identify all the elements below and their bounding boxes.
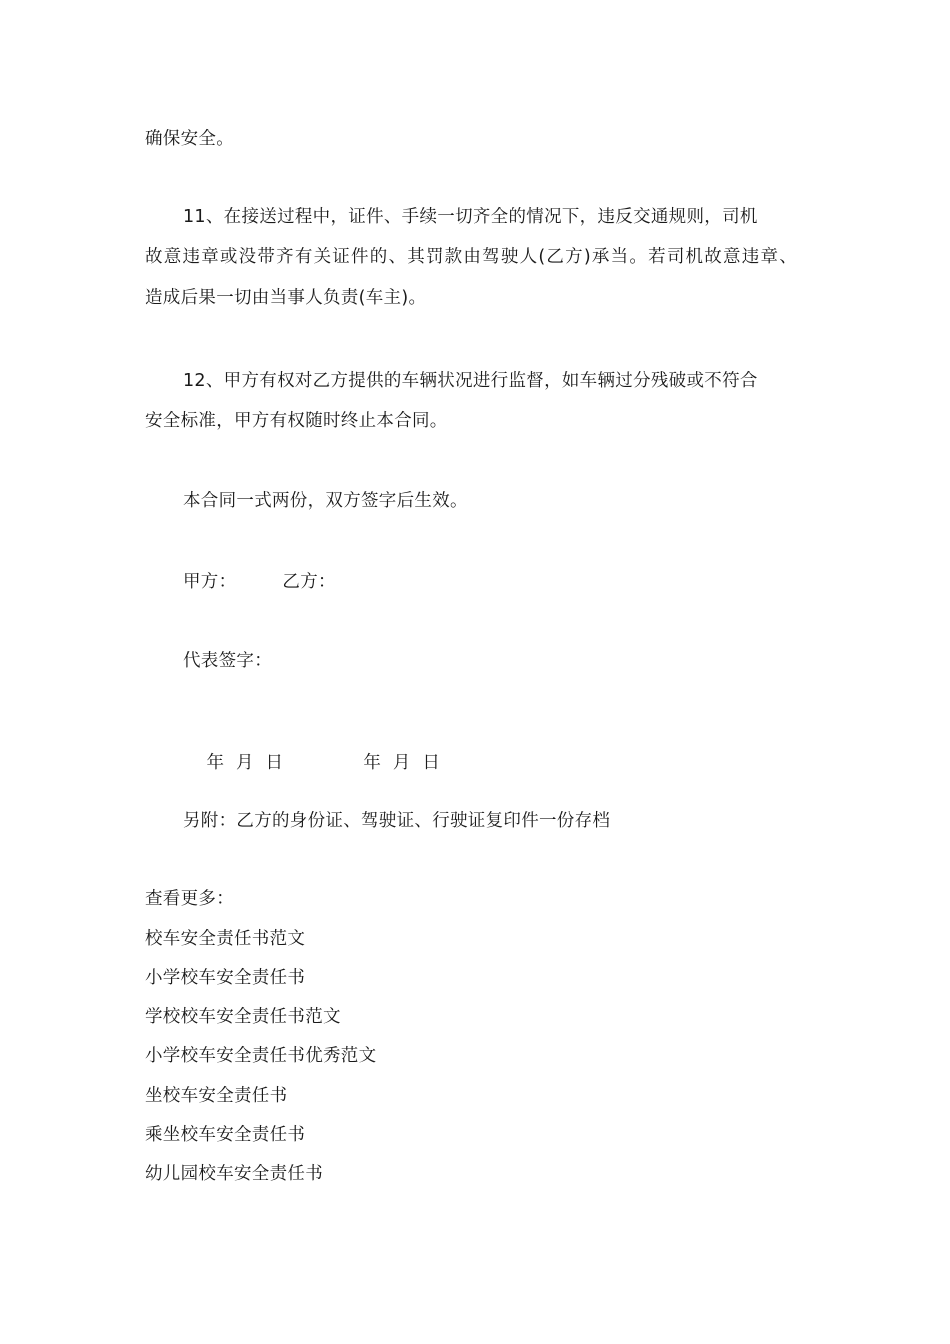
attachment-note: 另附：乙方的身份证、驾驶证、行驶证复印件一份存档 [183,811,611,831]
more-link-7[interactable]: 幼儿园校车安全责任书 [145,1164,323,1184]
more-link-6[interactable]: 乘坐校车安全责任书 [145,1125,306,1145]
representative-signature-label: 代表签字： [183,651,272,671]
more-link-2[interactable]: 小学校车安全责任书 [145,968,306,988]
clause-11-line-1: 11、在接送过程中，证件、手续一切齐全的情况下，违反交通规则，司机 [183,207,758,227]
signature-dates [183,730,440,796]
more-heading: 查看更多： [145,889,234,909]
clause-11-line-3: 造成后果一切由当事人负责(车主)。 [145,288,427,308]
more-link-4[interactable]: 小学校车安全责任书优秀范文 [145,1046,377,1066]
continuation-text: 确保安全。 [145,129,234,149]
more-link-5[interactable]: 坐校车安全责任书 [145,1086,288,1106]
signature-parties [183,571,336,593]
date-a: 年 月 日 [206,753,284,773]
clause-11-line-2: 故意违章或没带齐有关证件的、其罚款由驾驶人(乙方)承当。若司机故意违章、 [145,247,797,267]
party-b-label: 乙方： [282,572,336,592]
more-link-1[interactable]: 校车安全责任书范文 [145,929,306,949]
clause-12-line-2: 安全标准，甲方有权随时终止本合同。 [145,411,448,431]
more-link-3[interactable]: 学校校车安全责任书范文 [145,1007,341,1027]
copies-note: 本合同一式两份，双方签字后生效。 [183,491,468,511]
clause-12-line-1: 12、甲方有权对乙方提供的车辆状况进行监督，如车辆过分残破或不符合 [183,371,758,391]
party-a-label: 甲方： [183,572,237,592]
date-b: 年 月 日 [363,753,441,773]
